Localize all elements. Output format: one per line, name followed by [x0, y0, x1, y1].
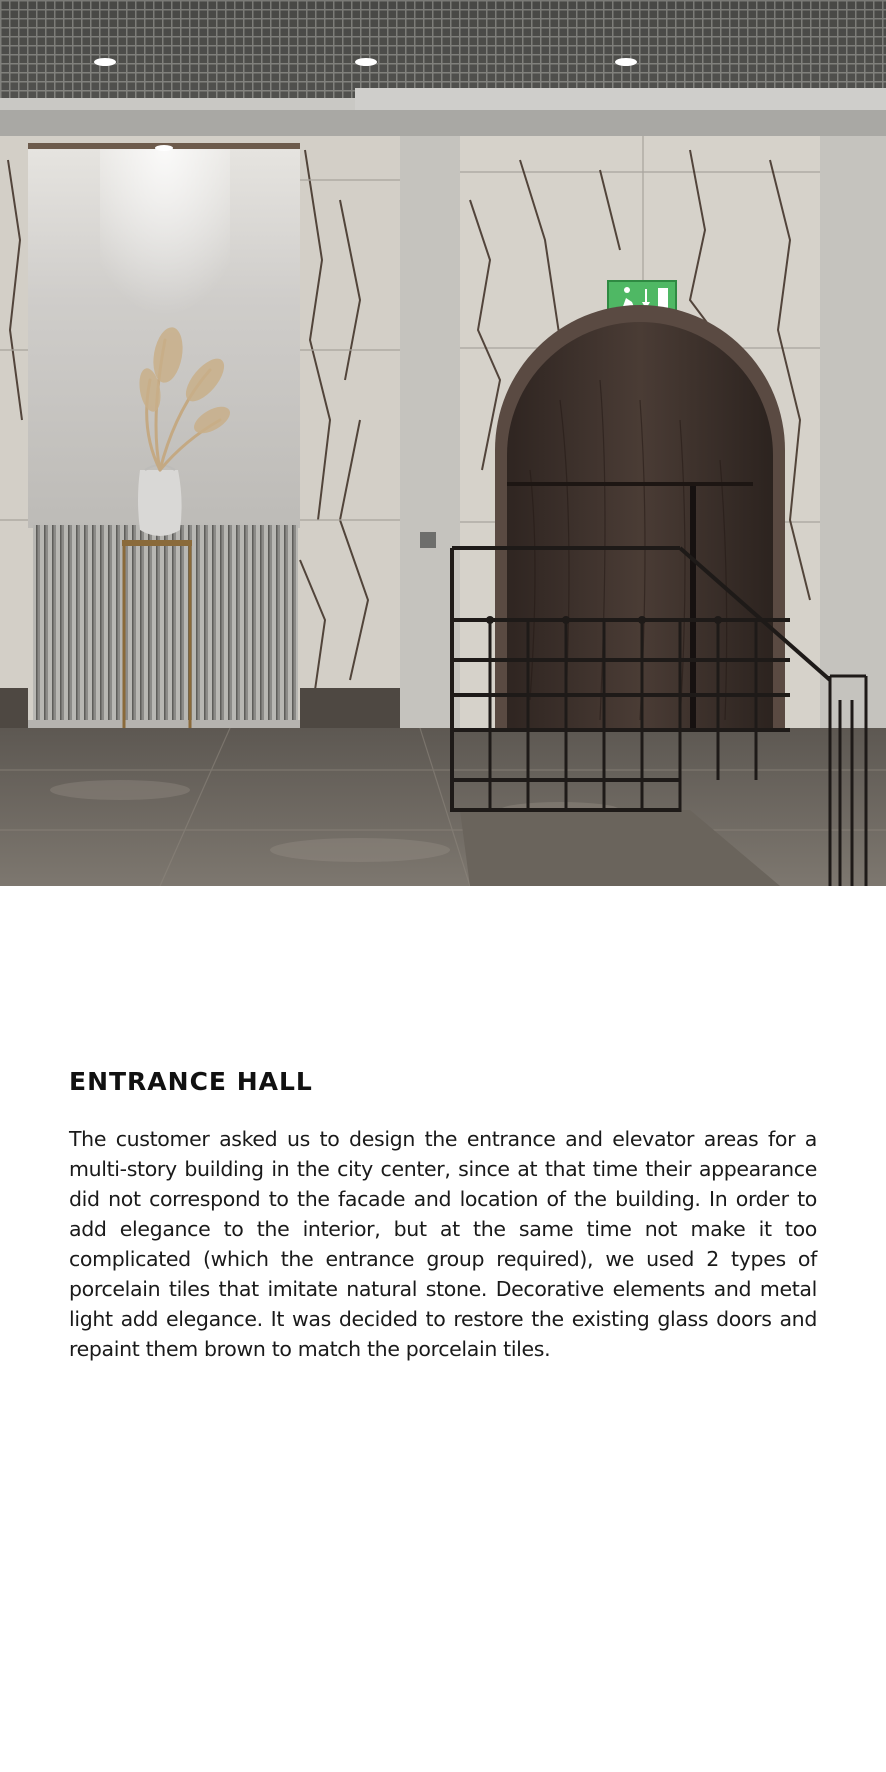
section-title: ENTRANCE HALL: [69, 1067, 313, 1096]
ceiling-light: [94, 58, 116, 66]
ceiling-light: [615, 58, 637, 66]
wall-switch: [420, 532, 436, 548]
section-description: The customer asked us to design the entrance and elevator areas for a multi-story building in the city center, since at that time their appearance did not correspond to the facade and location of the building. In order to add elegance to the interior, but at the same time not make it too complicated (which the entrance group required), we used 2 types of porcelain tiles that imitate natural stone. Decorative elements and metal light add elegance. It was decided to restore the existing glass doors and repaint them brown to match the porcelain tiles.: [69, 1127, 817, 1361]
slatted-panel: [33, 525, 298, 720]
section-content: [69, 1066, 817, 1364]
elevator-door: [507, 322, 773, 736]
stone-floor: [0, 728, 886, 886]
vase: [138, 470, 182, 536]
ceiling-light: [355, 58, 377, 66]
